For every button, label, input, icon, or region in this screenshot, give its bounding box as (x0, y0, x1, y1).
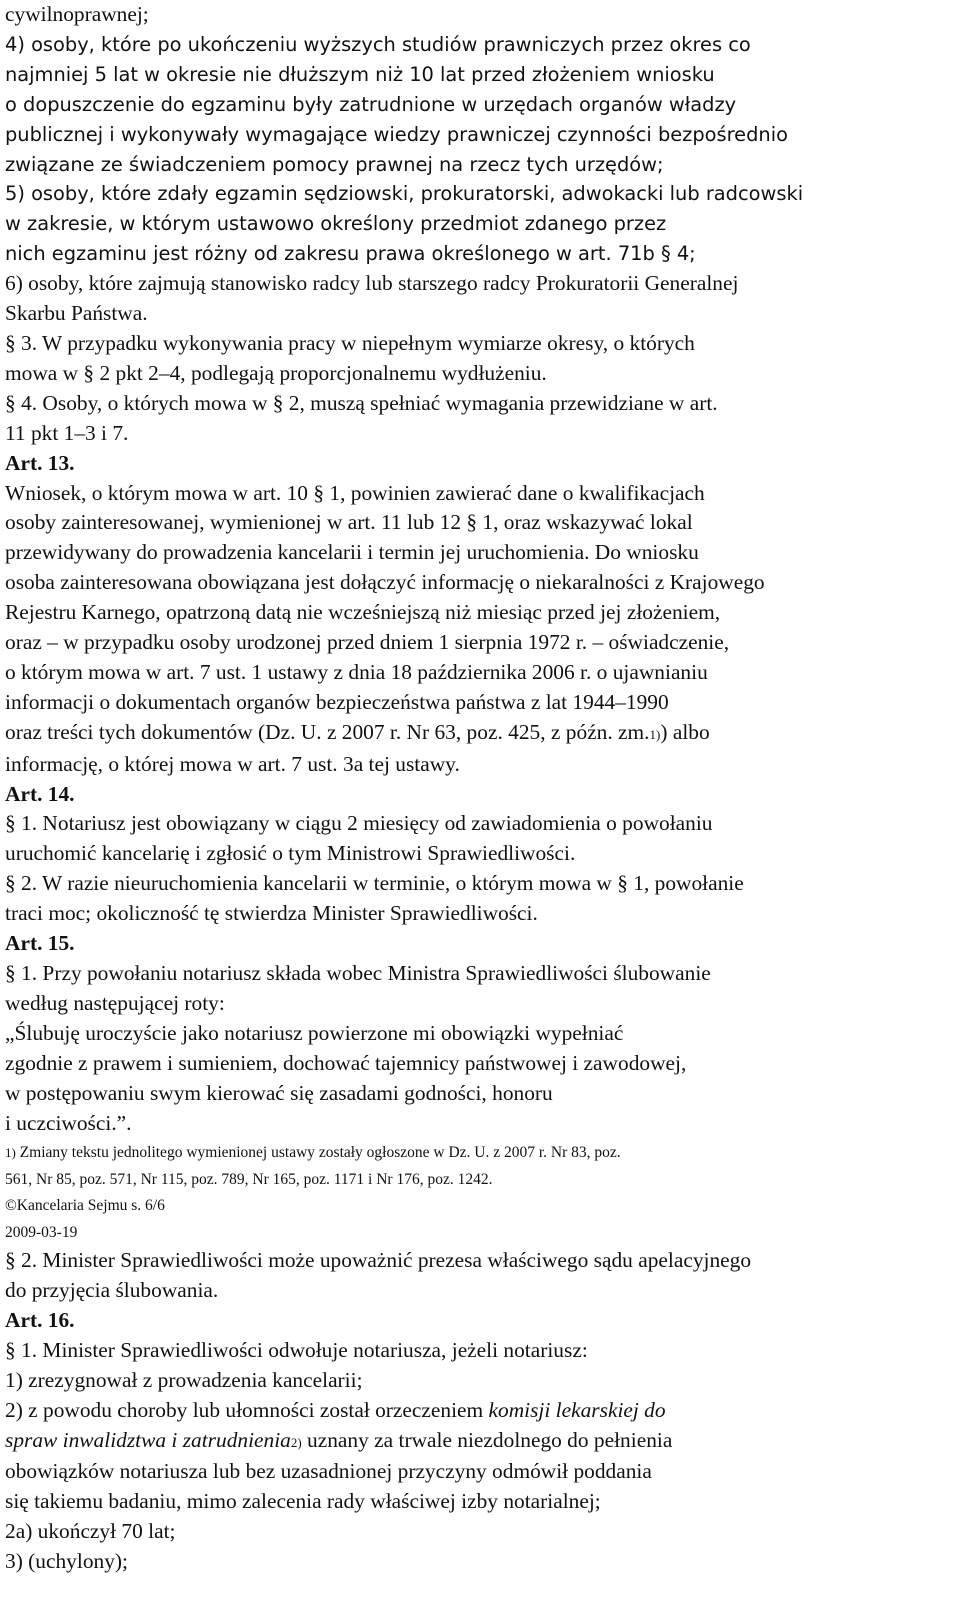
text-segment: uznany za trwale niezdolnego do pełnienia (301, 1427, 673, 1452)
article-heading: Art. 15. (5, 931, 75, 956)
text-line: najmniej 5 lat w okresie nie dłuższym niż 10 lat przed złożeniem wniosku (5, 62, 715, 86)
text-line: 2a) ukończył 70 lat; (5, 1519, 176, 1544)
text-line: o którym mowa w art. 7 ust. 1 ustawy z dnia 18 października 2006 r. o ujawnianiu (5, 659, 708, 684)
text-line: informacji o dokumentach organów bezpieczeństwa państwa z lat 1944–1990 (5, 689, 669, 714)
footnote-text: Zmiany tekstu jednolitego wymienionej ustawy zostały ogłoszone w Dz. U. z 2007 r. Nr 83, poz. (19, 1144, 621, 1162)
text-line: i uczciwości.”. (5, 1110, 132, 1135)
article-heading: Art. 16. (5, 1307, 75, 1332)
text-line: § 1. Przy powołaniu notariusz składa wobec Ministra Sprawiedliwości ślubowanie (5, 961, 711, 985)
text-line: do przyjęcia ślubowania. (5, 1277, 219, 1302)
text-line: mowa w § 2 pkt 2–4, podlegają proporcjonalnemu wydłużeniu. (5, 360, 547, 385)
text-segment: oraz treści tych dokumentów (Dz. U. z 2007 r. Nr 63, poz. 425, z późn. zm. (5, 719, 650, 744)
footnote-line (5, 1140, 948, 1166)
text-line: zgodnie z prawem i sumieniem, dochować tajemnicy państwowej i zawodowej, (5, 1050, 687, 1075)
text-line: „Ślubuję uroczyście jako notariusz powierzone mi obowiązki wypełniać (5, 1020, 624, 1045)
text-line: § 3. W przypadku wykonywania pracy w niepełnym wymiarze okresy, o których (5, 330, 695, 355)
text-line: się takiemu badaniu, mimo zalecenia rady właściwej izby notarialnej; (5, 1489, 601, 1514)
text-line: 6) osoby, które zajmują stanowisko radcy lub starszego radcy Prokuratorii Generalnej (5, 271, 739, 296)
text-line-with-ref (5, 718, 948, 750)
text-line: obowiązków notariusza lub bez uzasadnionej przyczyny odmówił poddania (5, 1459, 652, 1484)
text-line: Wniosek, o którym mowa w art. 10 § 1, powinien zawierać dane o kwalifikacjach (5, 480, 705, 505)
text-segment: ) albo (660, 719, 710, 744)
text-line: związane ze świadczeniem pomocy prawnej na rzecz tych urzędów; (5, 152, 664, 176)
text-line: 4) osoby, które po ukończeniu wyższych studiów prawniczych przez okres co (5, 32, 751, 56)
text-line: § 1. Minister Sprawiedliwości odwołuje notariusza, jeżeli notariusz: (5, 1337, 588, 1362)
text-line: informację, o której mowa w art. 7 ust. 3a tej ustawy. (5, 751, 460, 776)
text-line: w zakresie, w którym ustawowo określony przedmiot zdanego przez (5, 212, 667, 236)
text-line: nich egzaminu jest różny od zakresu prawa określonego w art. 71b § 4; (5, 242, 696, 266)
text-line: § 4. Osoby, o których mowa w § 2, muszą spełniać wymagania przewidziane w art. (5, 390, 718, 415)
text-line: w postępowaniu swym kierować się zasadami godności, honoru (5, 1080, 553, 1105)
text-line: traci moc; okoliczność tę stwierdza Minister Sprawiedliwości. (5, 901, 538, 926)
text-line: § 1. Notariusz jest obowiązany w ciągu 2 miesięcy od zawiadomienia o powołaniu (5, 811, 713, 836)
text-line: 1) zrezygnował z prowadzenia kancelarii; (5, 1367, 363, 1392)
page-date: 2009-03-19 (5, 1223, 78, 1241)
article-heading: Art. 14. (5, 781, 75, 806)
text-line: 11 pkt 1–3 i 7. (5, 420, 129, 445)
text-line: publicznej i wykonywały wymagające wiedzy prawniczej czynności bezpośrednio (5, 122, 788, 146)
text-line: 3) (uchylony); (5, 1549, 128, 1574)
footnote-ref: 1) (649, 726, 661, 742)
text-line: Skarbu Państwa. (5, 301, 148, 326)
article-heading: Art. 13. (5, 450, 75, 475)
page-copyright: ©Kancelaria Sejmu s. 6/6 (5, 1197, 165, 1215)
text-line: cywilnoprawnej; (5, 2, 149, 26)
italic-segment: komisji lekarskiej do (488, 1397, 666, 1422)
text-line: oraz – w przypadku osoby urodzonej przed dniem 1 sierpnia 1972 r. – oświadczenie, (5, 630, 730, 655)
footnote-marker: 1) (5, 1145, 16, 1161)
text-segment: 2) z powodu choroby lub ułomności został orzeczeniem (5, 1397, 489, 1422)
text-line: osoba zainteresowana obowiązana jest dołączyć informację o niekaralności z Krajowego (5, 570, 765, 595)
text-line: uruchomić kancelarię i zgłosić o tym Ministrowi Sprawiedliwości. (5, 841, 576, 866)
text-line: Rejestru Karnego, opatrzoną datą nie wcześniejszą niż miesiąc przed jej złożeniem, (5, 600, 721, 625)
footnote-ref: 2) (290, 1434, 302, 1450)
text-line: osoby zainteresowanej, wymienionej w art. 11 lub 12 § 1, oraz wskazywać lokal (5, 510, 693, 535)
italic-segment: spraw inwalidztwa i zatrudnienia (5, 1427, 291, 1452)
text-line (5, 1426, 948, 1458)
text-line: o dopuszczenie do egzaminu były zatrudnione w urzędach organów władzy (5, 92, 737, 116)
footnote-line: 561, Nr 85, poz. 571, Nr 115, poz. 789, Nr 165, poz. 1171 i Nr 176, poz. 1242. (5, 1170, 493, 1188)
text-line: przewidywany do prowadzenia kancelarii i termin jej uruchomienia. Do wniosku (5, 540, 699, 565)
text-line: według następującej roty: (5, 990, 225, 1015)
text-line (5, 1396, 948, 1426)
text-line: § 2. W razie nieuruchomienia kancelarii w terminie, o którym mowa w § 1, powołanie (5, 871, 744, 896)
text-line: 5) osoby, które zdały egzamin sędziowski, prokuratorski, adwokacki lub radcowski (5, 182, 804, 206)
text-line: § 2. Minister Sprawiedliwości może upoważnić prezesa właściwego sądu apelacyjnego (5, 1248, 752, 1273)
